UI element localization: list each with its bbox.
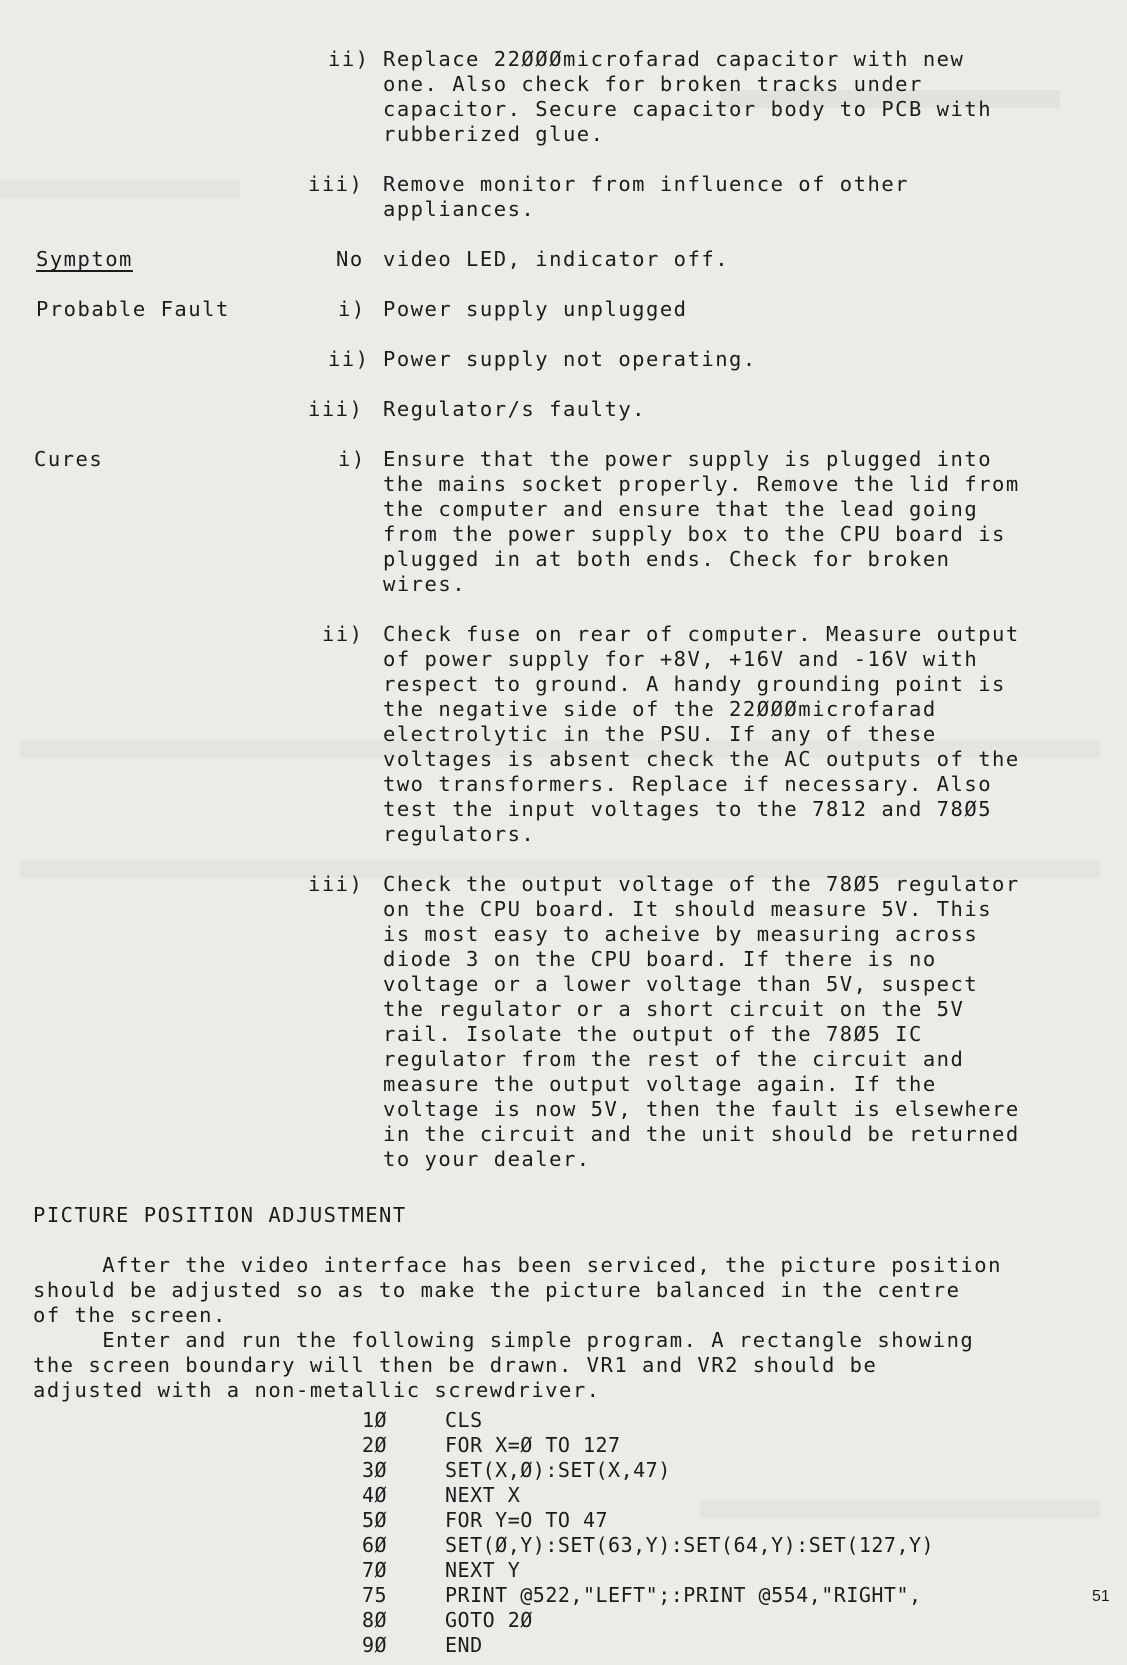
text-line: is most easy to acheive by measuring across: [383, 922, 979, 946]
text-line: test the input voltages to the 7812 and 78Ø5: [383, 797, 993, 821]
text-line: Ensure that the power supply is plugged into: [383, 447, 993, 471]
text-line: the negative side of the 22ØØØmicrofarad: [383, 697, 937, 721]
symptom-marker: No: [336, 247, 364, 271]
code-line: FOR X=Ø TO 127: [445, 1433, 621, 1457]
text-line: two transformers. Replace if necessary. Also: [383, 772, 993, 796]
cures-label: Cures: [34, 447, 104, 471]
code-line: CLS: [445, 1408, 483, 1432]
symptom-text: video LED, indicator off.: [383, 247, 730, 271]
text-line: Remove monitor from influence of other: [383, 172, 909, 196]
fault-item: Power supply not operating.: [383, 347, 757, 371]
item-num: iii): [308, 872, 364, 896]
text-line: wires.: [383, 572, 467, 596]
text-line: appliances.: [383, 197, 536, 221]
text-line: the regulator or a short circuit on the 5V: [383, 997, 965, 1021]
code-line: PRINT @522,"LEFT";:PRINT @554,"RIGHT",: [445, 1583, 922, 1607]
text-line: on the CPU board. It should measure 5V. This: [383, 897, 993, 921]
line-number: 5Ø: [362, 1508, 388, 1532]
item-num: i): [338, 297, 366, 321]
code-line: GOTO 2Ø: [445, 1608, 533, 1632]
code-line: SET(X,Ø):SET(X,47): [445, 1458, 671, 1482]
item-num: ii): [328, 347, 370, 371]
text-line: voltage or a lower voltage than 5V, suspect: [383, 972, 979, 996]
text-line: rubberized glue.: [383, 122, 605, 146]
text-line: the computer and ensure that the lead going: [383, 497, 979, 521]
text-line: measure the output voltage again. If the: [383, 1072, 937, 1096]
text-line: to your dealer.: [383, 1147, 591, 1171]
paragraph-line: After the video interface has been serviced, the picture position: [33, 1253, 1002, 1277]
line-number: 4Ø: [362, 1483, 388, 1507]
item-num: i): [338, 447, 366, 471]
fault-item: Regulator/s faulty.: [383, 397, 646, 421]
text-line: regulators.: [383, 822, 536, 846]
probable-fault-label: Probable Fault: [36, 297, 230, 321]
line-number: 9Ø: [362, 1633, 388, 1657]
paragraph-line: the screen boundary will then be drawn. VR1 and VR2 should be: [33, 1353, 878, 1377]
code-line: FOR Y=O TO 47: [445, 1508, 609, 1532]
text-line: voltage is now 5V, then the fault is elsewhere: [383, 1097, 1020, 1121]
text-line: rail. Isolate the output of the 78Ø5 IC: [383, 1022, 923, 1046]
paragraph-line: of the screen.: [33, 1303, 227, 1327]
text-line: diode 3 on the CPU board. If there is no: [383, 947, 937, 971]
line-number: 3Ø: [362, 1458, 388, 1482]
text-line: respect to ground. A handy grounding point is: [383, 672, 1006, 696]
page-number: 51: [1092, 1588, 1110, 1605]
code-line: NEXT Y: [445, 1558, 521, 1582]
text-line: in the circuit and the unit should be returned: [383, 1122, 1020, 1146]
text-line: regulator from the rest of the circuit and: [383, 1047, 965, 1071]
fault-item: Power supply unplugged: [383, 297, 688, 321]
text-line: capacitor. Secure capacitor body to PCB with: [383, 97, 993, 121]
text-line: one. Also check for broken tracks under: [383, 72, 923, 96]
item-num: iii): [308, 397, 364, 421]
line-number: 8Ø: [362, 1608, 388, 1632]
text-line: Check fuse on rear of computer. Measure output: [383, 622, 1020, 646]
paragraph-line: adjusted with a non-metallic screwdriver.: [33, 1378, 601, 1402]
item-num: iii): [308, 172, 364, 196]
paragraph-line: Enter and run the following simple program. A rectangle showing: [33, 1328, 975, 1352]
text-line: Replace 22ØØØmicrofarad capacitor with new: [383, 47, 965, 71]
text-line: Check the output voltage of the 78Ø5 regulator: [383, 872, 1020, 896]
text-line: plugged in at both ends. Check for broken: [383, 547, 951, 571]
code-line: NEXT X: [445, 1483, 521, 1507]
code-line: SET(Ø,Y):SET(63,Y):SET(64,Y):SET(127,Y): [445, 1533, 935, 1557]
line-number: 2Ø: [362, 1433, 388, 1457]
line-number: 6Ø: [362, 1533, 388, 1557]
item-num: ii): [322, 622, 364, 646]
line-number: 75: [362, 1583, 388, 1607]
text-line: of power supply for +8V, +16V and -16V with: [383, 647, 979, 671]
paragraph-line: should be adjusted so as to make the picture balanced in the centre: [33, 1278, 961, 1302]
section-heading: PICTURE POSITION ADJUSTMENT: [33, 1203, 407, 1227]
text-line: voltages is absent check the AC outputs of the: [383, 747, 1020, 771]
text-line: the mains socket properly. Remove the lid from: [383, 472, 1020, 496]
symptom-label: Symptom: [36, 247, 133, 271]
line-number: 7Ø: [362, 1558, 388, 1582]
text-line: from the power supply box to the CPU board is: [383, 522, 1006, 546]
code-line: END: [445, 1633, 483, 1657]
item-num: ii): [328, 47, 370, 71]
line-number: 1Ø: [362, 1408, 388, 1432]
text-line: electrolytic in the PSU. If any of these: [383, 722, 937, 746]
